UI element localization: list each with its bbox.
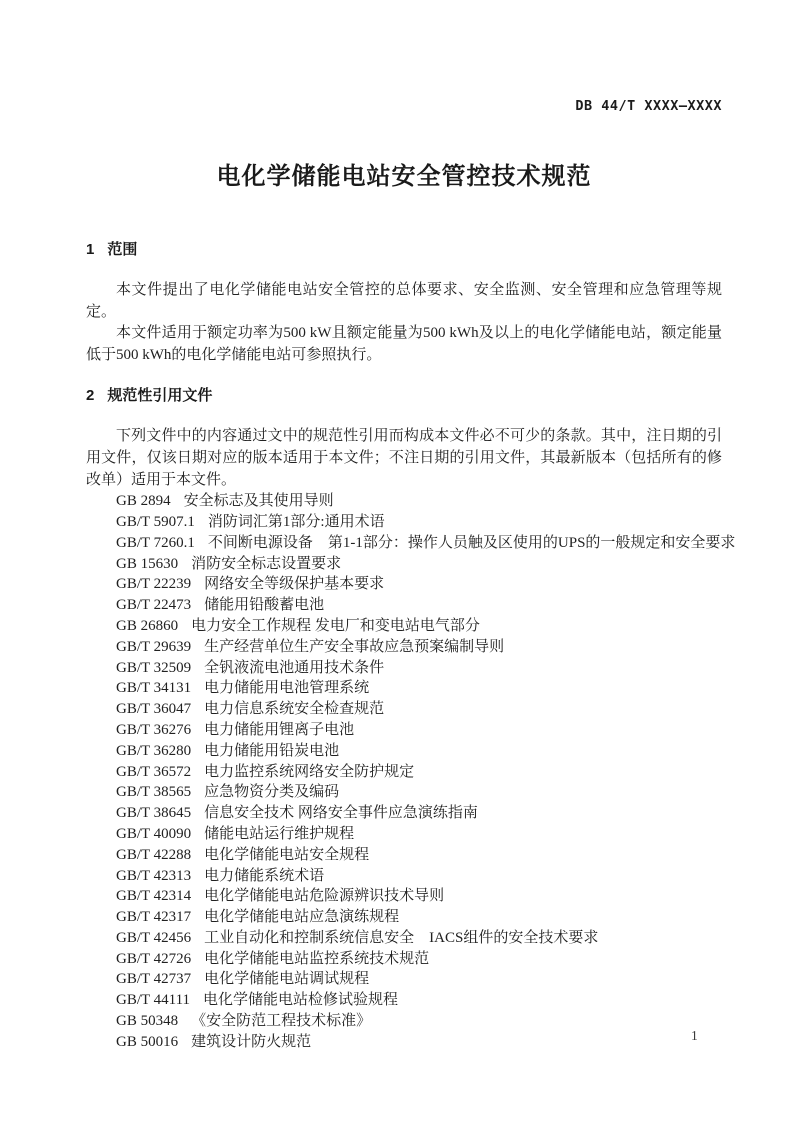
reference-code: GB/T 32509 (116, 659, 192, 676)
reference-title: 全钒液流电池通用技术条件 (204, 659, 385, 676)
reference-code: GB/T 36047 (116, 701, 192, 718)
reference-title: 电力储能用铅炭电池 (204, 742, 340, 759)
paragraph: 下列文件中的内容通过文中的规范性引用而构成本文件必不可少的条款。其中，注日期的引用文件，仅该日期对应的版本适用于本文件；不注日期的引用文件，其最新版本（包括所有的修改单）适用于本文件。 (86, 428, 722, 488)
reference-item (116, 1032, 722, 1053)
reference-title: 电化学储能电站检修试验规程 (203, 992, 399, 1009)
reference-item (116, 866, 722, 887)
reference-code: GB/T 42313 (116, 867, 192, 884)
section-2-body (86, 426, 722, 491)
reference-title: 应急物资分类及编码 (204, 784, 340, 801)
reference-code: GB/T 7260.1 (116, 534, 195, 551)
reference-title: 消防安全标志设置要求 (191, 555, 342, 572)
reference-title: 储能电站运行维护规程 (204, 825, 355, 842)
reference-item (116, 491, 722, 512)
reference-title: 工业自动化和控制系统信息安全 IACS组件的安全技术要求 (204, 929, 599, 946)
reference-item (116, 928, 722, 949)
reference-title: 生产经营单位生产安全事故应急预案编制导则 (204, 638, 505, 655)
reference-code: GB/T 38645 (116, 805, 192, 822)
reference-title: 电力监控系统网络安全防护规定 (204, 763, 415, 780)
reference-code: GB 50016 (116, 1033, 179, 1050)
reference-item (116, 845, 722, 866)
reference-item (116, 616, 722, 637)
reference-item (116, 595, 722, 616)
reference-title: 建筑设计防火规范 (191, 1033, 312, 1050)
reference-title: 《安全防范工程技术标准》 (191, 1013, 372, 1030)
reference-code: GB/T 22473 (116, 597, 192, 614)
reference-code: GB/T 5907.1 (116, 513, 195, 530)
reference-item (116, 637, 722, 658)
section-1-title: 范围 (107, 241, 138, 258)
reference-item (116, 803, 722, 824)
reference-item (116, 782, 722, 803)
paragraph: 本文件提出了电化学储能电站安全管控的总体要求、安全监测、安全管理和应急管理等规定。 (86, 282, 722, 320)
reference-code: GB/T 42317 (116, 909, 192, 926)
reference-code: GB/T 42737 (116, 971, 192, 988)
reference-code: GB 15630 (116, 555, 179, 572)
reference-code: GB/T 42726 (116, 950, 192, 967)
reference-title: 电力信息系统安全检查规范 (204, 701, 385, 718)
reference-title: 电化学储能电站调试规程 (204, 971, 370, 988)
reference-code: GB/T 42288 (116, 846, 192, 863)
reference-code: GB/T 38565 (116, 784, 192, 801)
reference-title: 电力安全工作规程 发电厂和变电站电气部分 (191, 617, 480, 634)
reference-item (116, 824, 722, 845)
standard-number: DB 44/T XXXX—XXXX (575, 98, 722, 114)
reference-code: GB/T 42314 (116, 888, 192, 905)
reference-item (116, 699, 722, 720)
reference-code: GB 26860 (116, 617, 179, 634)
reference-code: GB/T 36276 (116, 721, 192, 738)
section-1-body (86, 280, 722, 366)
reference-title: 电化学储能电站危险源辨识技术导则 (204, 888, 445, 905)
reference-title: 不间断电源设备 第1-1部分：操作人员触及区使用的UPS的一般规定和安全要求 (207, 534, 736, 551)
reference-title: 网络安全等级保护基本要求 (204, 576, 385, 593)
section-2-number: 2 (86, 387, 95, 405)
reference-title: 消防词汇第1部分:通用术语 (207, 513, 385, 530)
reference-code: GB/T 29639 (116, 638, 192, 655)
page-number: 1 (691, 1028, 698, 1043)
reference-item (116, 990, 722, 1011)
document-title: 电化学储能电站安全管控技术规范 (216, 163, 592, 190)
reference-title: 储能用铅酸蓄电池 (204, 597, 325, 614)
reference-title: 电化学储能电站监控系统技术规范 (204, 950, 430, 967)
reference-title: 信息安全技术 网络安全事件应急演练指南 (204, 805, 478, 822)
reference-code: GB/T 36572 (116, 763, 192, 780)
reference-item (116, 886, 722, 907)
reference-item (116, 1011, 722, 1032)
section-1-heading (86, 242, 722, 258)
section-2-title: 规范性引用文件 (107, 387, 213, 405)
reference-code: GB 2894 (116, 493, 171, 510)
reference-item (116, 741, 722, 762)
reference-code: GB/T 22239 (116, 576, 192, 593)
reference-code: GB/T 40090 (116, 825, 192, 842)
reference-item (116, 720, 722, 741)
section-2-heading (86, 388, 722, 404)
reference-item (116, 907, 722, 928)
reference-item (116, 762, 722, 783)
paragraph: 本文件适用于额定功率为500 kW且额定能量为500 kWh及以上的电化学储能电站，额定能量低于500 kWh的电化学储能电站可参照执行。 (86, 325, 722, 363)
reference-title: 电化学储能电站安全规程 (204, 846, 370, 863)
reference-code: GB/T 42456 (116, 929, 192, 946)
reference-item (116, 969, 722, 990)
section-1-number: 1 (86, 241, 95, 258)
reference-item (116, 574, 722, 595)
reference-code: GB/T 34131 (116, 680, 192, 697)
reference-code: GB/T 36280 (116, 742, 192, 759)
reference-code: GB 50348 (116, 1013, 179, 1030)
reference-item (116, 512, 722, 533)
reference-item (116, 949, 722, 970)
reference-title: 电力储能用电池管理系统 (204, 680, 370, 697)
reference-item (116, 554, 722, 575)
reference-title: 电力储能用锂离子电池 (204, 721, 355, 738)
reference-code: GB/T 44111 (116, 992, 191, 1009)
normative-references-list (116, 491, 736, 1053)
reference-item (116, 533, 736, 554)
reference-title: 安全标志及其使用导则 (183, 493, 334, 510)
reference-item (116, 658, 722, 679)
reference-title: 电力储能系统术语 (204, 867, 325, 884)
reference-item (116, 678, 722, 699)
reference-title: 电化学储能电站应急演练规程 (204, 909, 400, 926)
